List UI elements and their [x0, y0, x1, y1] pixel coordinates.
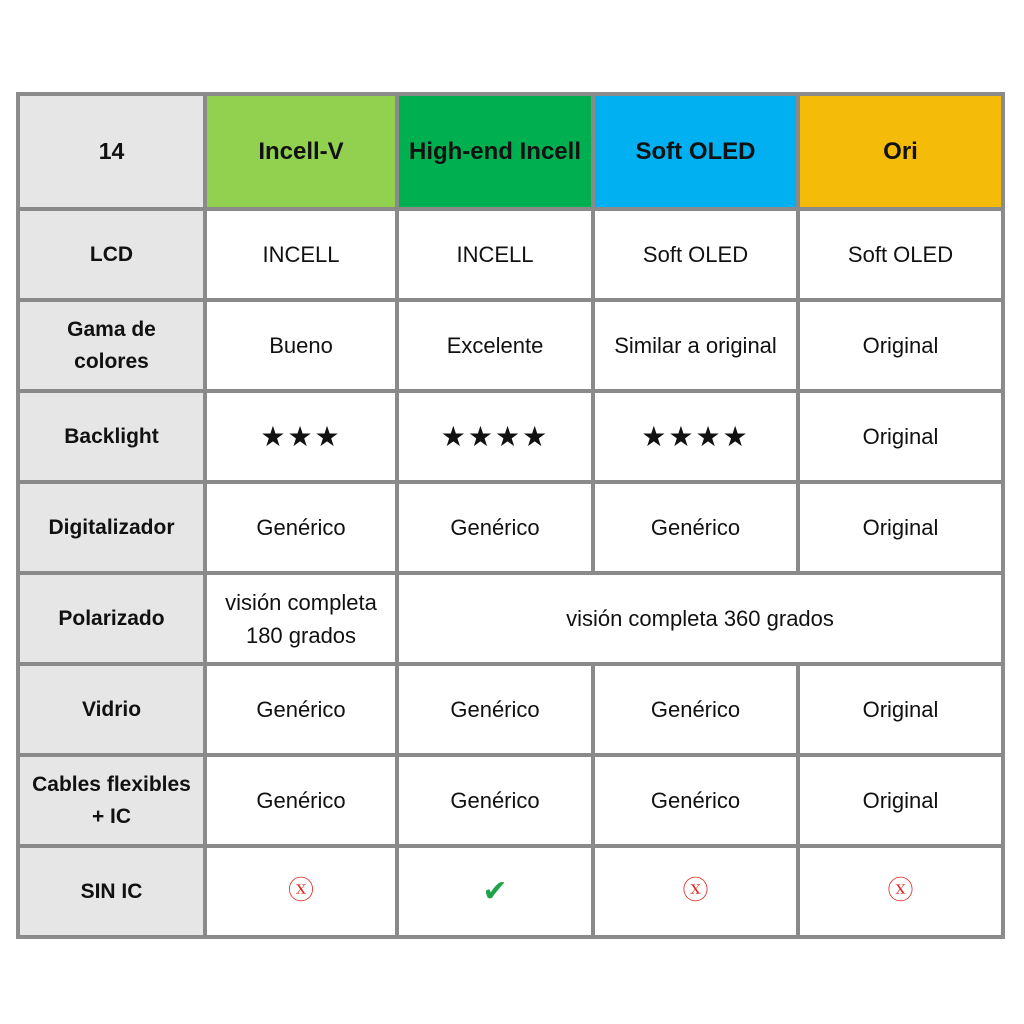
corner-cell: 14: [18, 94, 205, 209]
row-header-polarizado: Polarizado: [18, 573, 205, 664]
cross-icon: ⓧ: [887, 876, 914, 906]
cell-lcd-soft-oled: Soft OLED: [593, 209, 798, 300]
cell-gama-incell-v: Bueno: [205, 300, 397, 391]
cell-digitalizador-incell-v: Genérico: [205, 482, 397, 573]
cell-polarizado-merged: visión completa 360 grados: [397, 573, 1003, 664]
cell-sin-ic-high-end-incell: [397, 846, 593, 937]
row-header-backlight: Backlight: [18, 391, 205, 482]
row-header-sin-ic: SIN IC: [18, 846, 205, 937]
row-header-digitalizador: Digitalizador: [18, 482, 205, 573]
cell-sin-ic-incell-v: [205, 846, 397, 937]
cell-cables-soft-oled: Genérico: [593, 755, 798, 846]
column-header-ori: Ori: [798, 94, 1003, 209]
cell-digitalizador-high-end-incell: Genérico: [397, 482, 593, 573]
cell-vidrio-high-end-incell: Genérico: [397, 664, 593, 755]
cell-vidrio-soft-oled: Genérico: [593, 664, 798, 755]
row-header-gama-de-colores: [18, 300, 205, 391]
cell-lcd-ori: Soft OLED: [798, 209, 1003, 300]
polarizado-incell-v-line2: 180 grados: [245, 622, 357, 648]
row-header-cables-line1: Cables flexibles: [32, 773, 191, 796]
cell-vidrio-ori: Original: [798, 664, 1003, 755]
cross-icon: ⓧ: [682, 876, 709, 906]
cell-gama-soft-oled: Similar a original: [593, 300, 798, 391]
cell-digitalizador-soft-oled: Genérico: [593, 482, 798, 573]
cell-gama-ori: Original: [798, 300, 1003, 391]
check-icon: ✔: [482, 874, 508, 909]
cell-backlight-high-end-incell-stars: ★★★★: [397, 391, 593, 482]
row-header-gama-line2: colores: [74, 349, 149, 373]
cell-sin-ic-ori: [798, 846, 1003, 937]
cell-polarizado-incell-v: [205, 573, 397, 664]
cell-cables-ori: Original: [798, 755, 1003, 846]
cell-backlight-ori: Original: [798, 391, 1003, 482]
cell-backlight-soft-oled-stars: ★★★★: [593, 391, 798, 482]
cell-cables-high-end-incell: Genérico: [397, 755, 593, 846]
cell-lcd-incell-v: INCELL: [205, 209, 397, 300]
cell-cables-incell-v: Genérico: [205, 755, 397, 846]
cell-lcd-high-end-incell: INCELL: [397, 209, 593, 300]
row-header-gama-line1: Gama de: [67, 318, 156, 341]
column-header-soft-oled: Soft OLED: [593, 94, 798, 209]
row-header-vidrio: Vidrio: [18, 664, 205, 755]
cross-icon: ⓧ: [287, 876, 314, 906]
row-header-lcd: LCD: [18, 209, 205, 300]
cell-vidrio-incell-v: Genérico: [205, 664, 397, 755]
comparison-table: [16, 92, 1005, 939]
row-header-cables-line2: + IC: [91, 804, 132, 828]
column-header-incell-v: Incell-V: [205, 94, 397, 209]
cell-gama-high-end-incell: Excelente: [397, 300, 593, 391]
cell-digitalizador-ori: Original: [798, 482, 1003, 573]
row-header-cables-flexibles-ic: [18, 755, 205, 846]
column-header-high-end-incell: High-end Incell: [397, 94, 593, 209]
cell-sin-ic-soft-oled: [593, 846, 798, 937]
polarizado-incell-v-line1: visión completa: [225, 589, 377, 615]
cell-backlight-incell-v-stars: ★★★: [205, 391, 397, 482]
